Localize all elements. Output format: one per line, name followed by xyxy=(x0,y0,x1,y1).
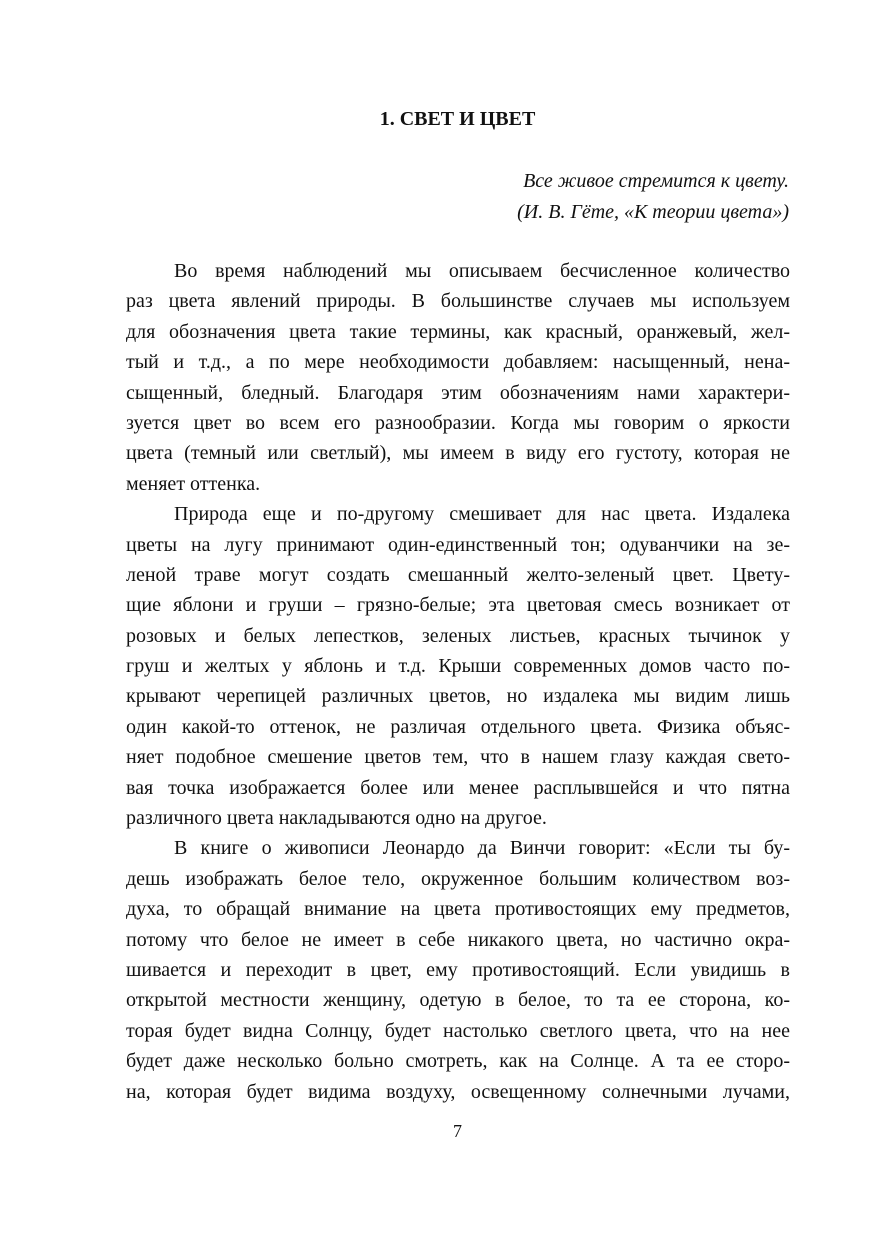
text-line: шивается и переходит в цвет, ему противостоящий. Если увидишь в xyxy=(126,958,790,981)
text-line: открытой местности женщину, одетую в белое, то та ее сторона, ко- xyxy=(126,989,790,1012)
paragraph xyxy=(126,499,790,833)
text-line: В книге о живописи Леонардо да Винчи говорит: «Если ты бу- xyxy=(174,837,790,860)
epigraph xyxy=(517,166,789,228)
text-line: на, которая будет видима воздуху, освещенному солнечными лучами, xyxy=(126,1080,790,1103)
text-line: различного цвета накладываются одно на другое. xyxy=(126,807,547,830)
text-line: будет даже несколько больно смотреть, как на Солнце. А та ее сторо- xyxy=(126,1050,790,1073)
text-line: тый и т.д., а по мере необходимости добавляем: насыщенный, нена- xyxy=(126,351,790,374)
text-line: потому что белое не имеет в себе никакого цвета, но частично окра- xyxy=(126,928,790,951)
text-line: один какой-то оттенок, не различая отдельного цвета. Физика объяс- xyxy=(126,715,790,738)
text-line: цвета (темный или светлый), мы имеем в виду его густоту, которая не xyxy=(126,442,790,465)
text-line: меняет оттенка. xyxy=(126,472,261,495)
text-line: вая точка изображается более или менее расплывшейся и что пятна xyxy=(126,776,790,799)
text-line: няет подобное смешение цветов тем, что в нашем глазу каждая свето- xyxy=(126,746,790,769)
text-line: дешь изображать белое тело, окруженное большим количеством воз- xyxy=(126,867,790,890)
body-text xyxy=(126,256,790,1107)
epigraph-quote: Все живое стремится к цвету. xyxy=(523,170,789,192)
text-line: Во время наблюдений мы описываем бесчисленное количество xyxy=(174,260,790,282)
text-line: для обозначения цвета такие термины, как красный, оранжевый, жел- xyxy=(126,320,790,343)
text-line: крывают черепицей различных цветов, но издалека мы видим лишь xyxy=(126,685,790,708)
epigraph-attribution: (И. В. Гёте, «К теории цвета») xyxy=(517,201,789,223)
text-line: груш и желтых у яблонь и т.д. Крыши современных домов часто по- xyxy=(126,655,790,678)
text-line: раз цвета явлений природы. В большинстве случаев мы используем xyxy=(126,290,790,313)
text-line: сыщенный, бледный. Благодаря этим обозначениям нами характери- xyxy=(126,381,790,404)
text-line: торая будет видна Солнцу, будет настолько светлого цвета, что на нее xyxy=(126,1019,790,1042)
paragraph xyxy=(126,833,790,1107)
text-line: Природа еще и по-другому смешивает для нас цвета. Издалека xyxy=(174,503,790,526)
text-line: щие яблони и груши – грязно-белые; эта цветовая смесь возникает от xyxy=(126,594,790,617)
text-line: духа, то обращай внимание на цвета противостоящих ему предметов, xyxy=(126,898,790,921)
chapter-title: 1. СВЕТ И ЦВЕТ xyxy=(379,108,536,130)
paragraph xyxy=(126,256,790,499)
text-line: зуется цвет во всем его разнообразии. Когда мы говорим о яркости xyxy=(126,411,790,434)
page-number: 7 xyxy=(453,1121,462,1141)
text-line: цветы на лугу принимают один-единственный тон; одуванчики на зе- xyxy=(126,533,790,556)
text-line: розовых и белых лепестков, зеленых листьев, красных тычинок у xyxy=(126,624,790,647)
text-line: леной траве могут создать смешанный желто-зеленый цвет. Цвету- xyxy=(126,563,790,586)
